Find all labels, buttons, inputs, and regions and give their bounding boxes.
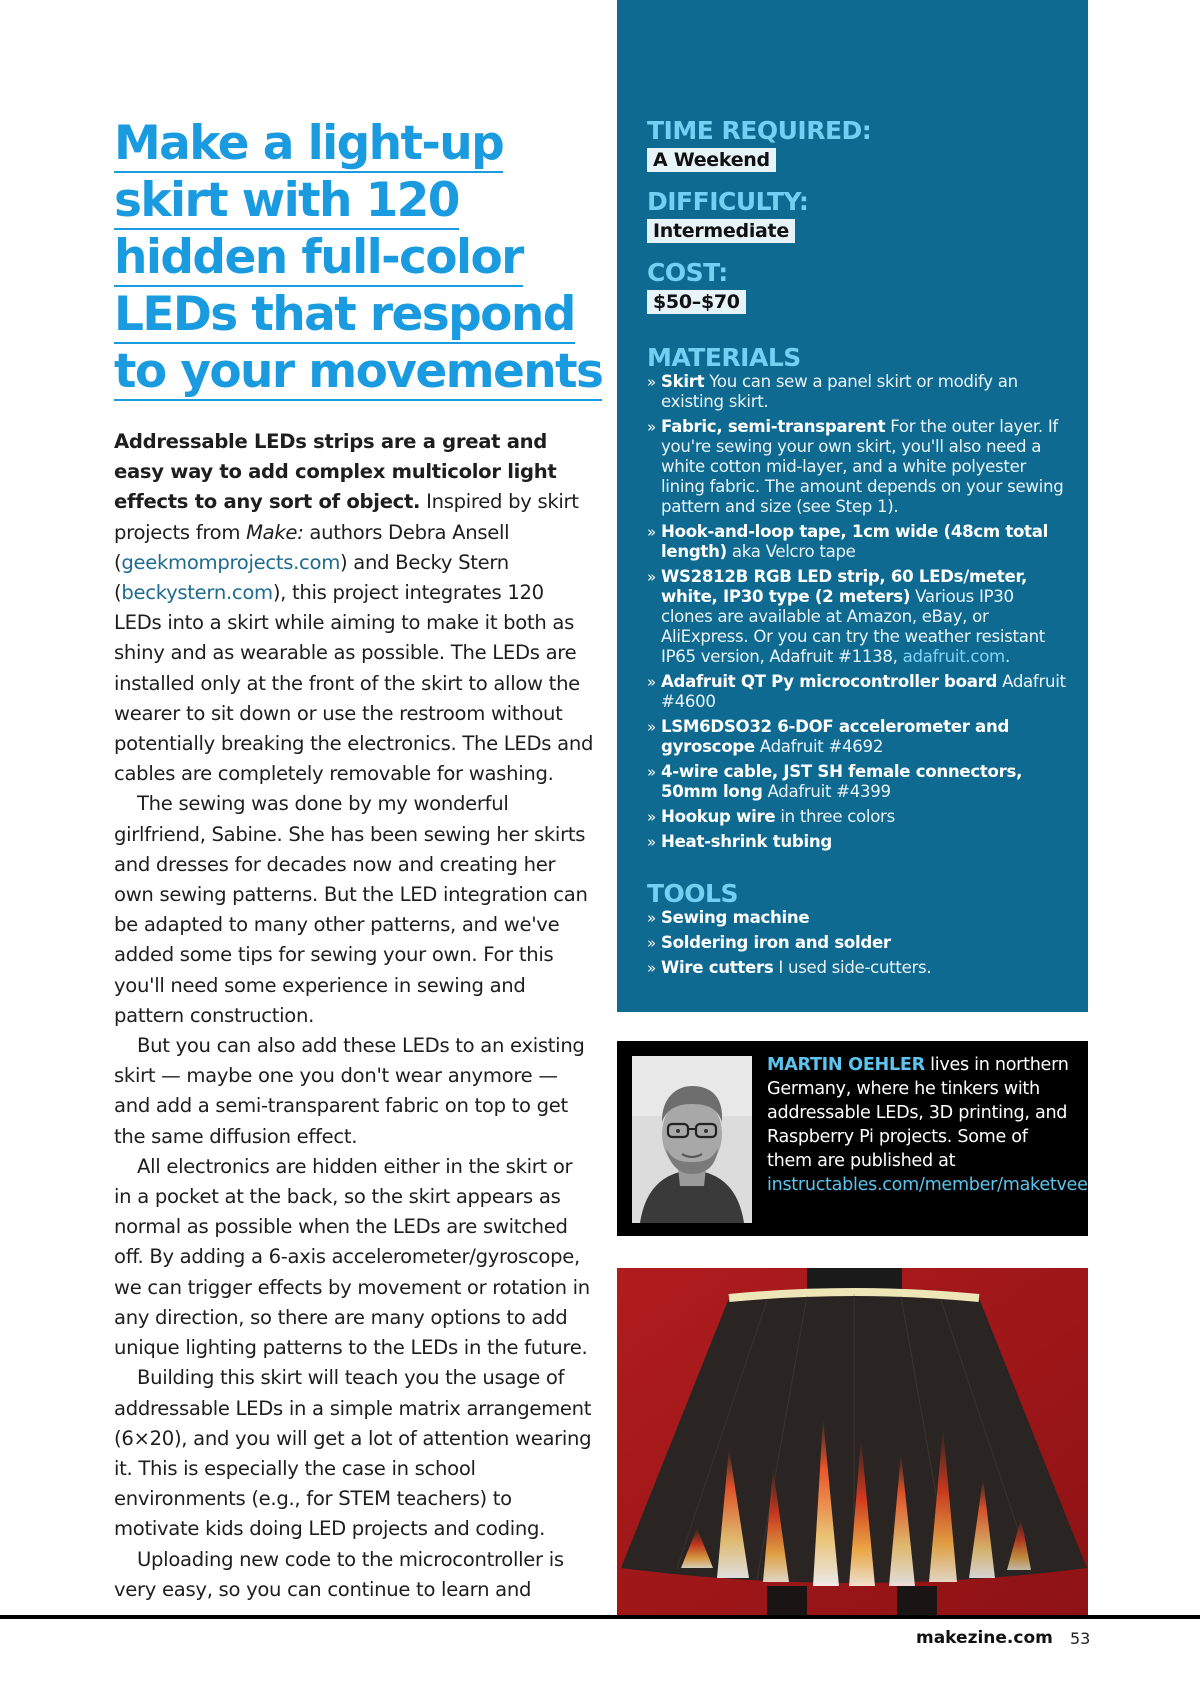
cost-label: COST:: [647, 258, 728, 287]
link-beckystern[interactable]: beckystern.com: [121, 581, 273, 605]
headline-line: Make a light-up: [114, 116, 504, 171]
materials-list: [647, 372, 1067, 852]
page-number: 53: [1070, 1629, 1091, 1648]
author-bio: [767, 1053, 1093, 1197]
tools-item-name: Sewing machine: [661, 908, 810, 927]
bullet-icon: »: [647, 833, 656, 851]
materials-item: [647, 717, 1067, 757]
led-skirt-image: [617, 1268, 1088, 1616]
materials-item-desc: For the outer layer. If you're sewing your own skirt, you'll also need a white cotton mid-layer, and a white polyester lining fabric. The amount depends on your sewing pattern and size (see Step 1).: [661, 417, 1064, 516]
difficulty: [647, 188, 1067, 243]
body-text-span: Inspired by skirt projects from: [114, 490, 579, 544]
body-paragraph: Uploading new code to the microcontroller is very easy, so you can continue to learn and: [114, 1547, 564, 1601]
materials-item: [647, 672, 1067, 712]
article-headline: [114, 116, 603, 401]
headline-line: to your movements: [114, 344, 603, 399]
footer-site[interactable]: makezine.com: [916, 1628, 1053, 1648]
materials-item-end: .: [1004, 647, 1010, 666]
materials-item-link[interactable]: adafruit.com: [902, 647, 1005, 666]
tools-item: [647, 908, 1067, 928]
author-portrait-image: [632, 1056, 752, 1223]
materials-item: [647, 522, 1067, 562]
difficulty-value: Intermediate: [647, 219, 795, 243]
bullet-icon: »: [647, 568, 656, 586]
bullet-icon: »: [647, 373, 656, 391]
tools-item-name: Soldering iron and solder: [661, 933, 891, 952]
tools-title: TOOLS: [647, 879, 738, 908]
article-body: [114, 427, 594, 1605]
materials-item: [647, 567, 1067, 667]
author-bio-box: [617, 1041, 1093, 1236]
materials-item: [647, 762, 1067, 802]
body-text-span: ), this project integrates 120 LEDs into a skirt while aiming to make it both as shiny and as wearable as possible. The LEDs are installed only at the front of the skirt to allow the wearer to sit down or use the restroom without potentially breaking the electronics. The LEDs and cables are completely removable for washing.: [114, 581, 594, 786]
headline-line: LEDs that respond: [114, 287, 575, 342]
author-bio-text: lives in northern Germany, where he tinkers with addressable LEDs, 3D printing, and Raspberry Pi projects. Some of them are published at: [767, 1055, 1069, 1171]
tools-list: [647, 908, 1067, 978]
body-paragraph: [114, 427, 594, 789]
materials-item-desc: aka Velcro tape: [726, 542, 856, 561]
materials-item-name: WS2812B RGB LED strip, 60 LEDs/meter, white, IP30 type (2 meters): [661, 567, 1027, 606]
tools-item-desc: I used side-cutters.: [773, 958, 932, 977]
materials-item-desc: Adafruit #4399: [762, 782, 891, 801]
bullet-icon: »: [647, 934, 656, 952]
author-photo: [632, 1056, 752, 1223]
bullet-icon: »: [647, 808, 656, 826]
headline-line: hidden full-color: [114, 230, 523, 285]
materials-item: [647, 372, 1067, 412]
cost-value: $50–$70: [647, 290, 746, 314]
project-info-content: [647, 117, 1067, 983]
bullet-icon: »: [647, 959, 656, 977]
materials-item-desc: Adafruit #4692: [754, 737, 884, 756]
time-required-value: A Weekend: [647, 148, 776, 172]
link-geekmomprojects[interactable]: geekmomprojects.com: [121, 550, 341, 574]
article-column: [114, 116, 603, 1605]
materials-item-name: Hookup wire: [661, 807, 776, 826]
tools-item: [647, 933, 1067, 953]
materials-item-name: 4-wire cable, JST SH female connectors, 50mm long: [661, 762, 1023, 801]
headline-line: skirt with 120: [114, 173, 459, 228]
materials-item-desc: Various IP30 clones are available at Amazon, eBay, or AliExpress. Or you can try the weather resistant IP65 version, Adafruit #1138,: [661, 587, 1045, 666]
body-text-span: authors Debra Ansell (: [114, 520, 510, 574]
materials-item-desc: in three colors: [775, 807, 895, 826]
materials-item-desc: Adafruit #4600: [661, 672, 1066, 711]
materials-item: [647, 832, 1067, 852]
lede-text: Addressable LEDs strips are a great and easy way to add complex multicolor light effects to any sort of object.: [114, 430, 557, 514]
body-paragraph: All electronics are hidden either in the skirt or in a pocket at the back, so the skirt appears as normal as possible when the LEDs are switched off. By adding a 6-axis accelerometer/gyroscope, we can trigger effects by movement or rotation in any direction, so there are many options to add unique lighting patterns to the LEDs in the future.: [114, 1154, 590, 1360]
materials-item-name: Fabric, semi-transparent: [661, 417, 886, 436]
materials-item: [647, 417, 1067, 517]
bullet-icon: »: [647, 523, 656, 541]
cost: [647, 259, 1067, 314]
materials-item-name: Adafruit QT Py microcontroller board: [661, 672, 998, 691]
body-paragraph: But you can also add these LEDs to an existing skirt — maybe one you don't wear anymore — and add a semi-transparent fabric on top to get the same diffusion effect.: [114, 1034, 585, 1148]
skirt-photo: [617, 1268, 1088, 1616]
tools-item-name: Wire cutters: [661, 958, 774, 977]
materials-item-name: LSM6DSO32 6-DOF accelerometer and gyroscope: [661, 717, 1010, 756]
project-info-panel: [617, 0, 1088, 1012]
materials-item-name: Skirt: [661, 372, 705, 391]
bullet-icon: »: [647, 718, 656, 736]
bullet-icon: »: [647, 673, 656, 691]
bullet-icon: »: [647, 763, 656, 781]
body-text-span: ) and Becky Stern (: [114, 550, 509, 605]
tools-item: [647, 958, 1067, 978]
materials-item-name: Heat-shrink tubing: [661, 832, 832, 851]
bullet-icon: »: [647, 418, 656, 436]
materials-item-desc: You can sew a panel skirt or modify an existing skirt.: [661, 372, 1018, 411]
time-required: [647, 117, 1067, 172]
author-link[interactable]: instructables.com/member/maketvee: [767, 1175, 1088, 1195]
materials-item-name: Hook-and-loop tape, 1cm wide (48cm total length): [661, 522, 1048, 561]
difficulty-label: DIFFICULTY:: [647, 187, 809, 216]
author-name: MARTIN OEHLER: [767, 1055, 925, 1075]
magazine-name: Make:: [246, 520, 304, 544]
materials-item: [647, 807, 1067, 827]
bullet-icon: »: [647, 909, 656, 927]
body-paragraph: Building this skirt will teach you the usage of addressable LEDs in a simple matrix arrangement (6×20), and you will get a lot of attention wearing it. This is especially the case in school environments (e.g., for STEM teachers) to motivate kids doing LED projects and coding.: [114, 1366, 592, 1541]
footer-rule: [0, 1615, 1200, 1619]
materials-title: MATERIALS: [647, 343, 801, 372]
body-paragraph: The sewing was done by my wonderful girlfriend, Sabine. She has been sewing her skirts and dresses for decades now and creating her own sewing patterns. But the LED integration can be adapted to many other patterns, and we've added some tips for sewing your own. For this you'll need some experience in sewing and pattern construction.: [114, 792, 588, 1027]
time-required-label: TIME REQUIRED:: [647, 116, 872, 145]
author-bio-end: .: [1087, 1175, 1093, 1195]
